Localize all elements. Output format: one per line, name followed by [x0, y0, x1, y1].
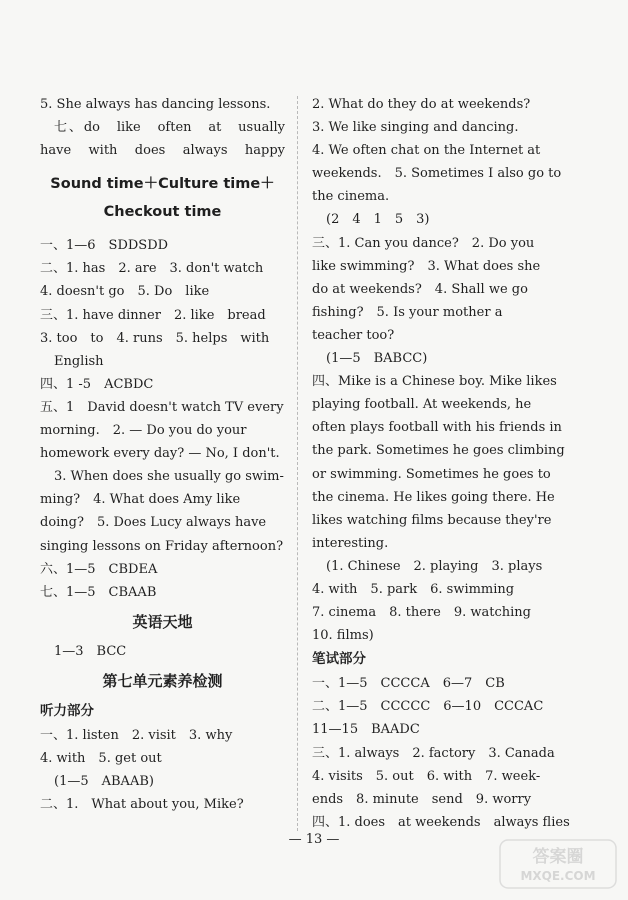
answer-line: interesting. — [312, 535, 389, 551]
answer-line: playing football. At weekends, he — [312, 397, 532, 413]
answer-line: (1—5 BABCC) — [326, 351, 428, 367]
sub-heading: 听力部分 — [40, 702, 94, 719]
answer-line: 四、1. does at weekends always flies — [312, 814, 570, 830]
answer-line: 六、1—5 CBDEA — [40, 561, 158, 577]
answer-line: 二、1. has 2. are 3. don't watch — [40, 261, 264, 277]
svg-text:MXQE.COM: MXQE.COM — [520, 869, 596, 883]
left-column — [40, 93, 285, 816]
answer-line: 5. She always has dancing lessons. — [40, 97, 271, 112]
answer-line: 4. visits 5. out 6. with 7. week- — [312, 768, 541, 784]
answer-line: 2. What do they do at weekends? — [312, 97, 531, 112]
section-heading: 第七单元素养检测 — [102, 671, 223, 690]
sub-heading: 笔试部分 — [312, 651, 366, 668]
answer-line: ends 8. minute send 9. worry — [312, 791, 532, 807]
section-heading: Sound time＋Culture time＋ — [50, 176, 275, 193]
answer-line: 3. When does she usually go swim- — [54, 469, 284, 485]
column-divider — [297, 96, 298, 831]
answer-line: 四、1 -5 ACBDC — [40, 376, 154, 392]
answer-line: ming? 4. What does Amy like — [40, 492, 241, 508]
answer-line: 1—3 BCC — [54, 643, 127, 659]
answer-line: the cinema. He likes going there. He — [312, 489, 555, 505]
watermark-icon — [498, 836, 618, 892]
answer-line: 10. films) — [312, 628, 374, 644]
answer-line: 三、1. always 2. factory 3. Canada — [312, 745, 555, 761]
answer-line: singing lessons on Friday afternoon? — [40, 538, 284, 554]
answer-line: morning. 2. — Do you do your — [40, 423, 247, 439]
answer-line: English — [54, 353, 104, 369]
answer-line: often plays football with his friends in — [312, 420, 562, 436]
answer-line: homework every day? — No, I don't. — [40, 446, 280, 462]
page-number: — 13 — — [288, 832, 340, 847]
answer-line: likes watching films because they're — [312, 512, 552, 528]
answer-line: 七、1—5 CBAAB — [40, 584, 157, 600]
section-heading: 英语天地 — [132, 612, 193, 631]
answer-line: 3. too to 4. runs 5. helps with — [40, 330, 270, 346]
answer-line: have with does always happy — [40, 143, 285, 159]
answer-line: doing? 5. Does Lucy always have — [40, 515, 267, 531]
answer-line: 一、1. listen 2. visit 3. why — [40, 727, 233, 743]
answer-line: teacher too? — [312, 327, 395, 343]
answer-line: 一、1—5 CCCCA 6—7 CB — [312, 676, 505, 692]
answer-line: fishing? 5. Is your mother a — [312, 304, 503, 320]
answer-line: 7. cinema 8. there 9. watching — [312, 605, 531, 621]
watermark-logo — [498, 836, 618, 892]
answer-line: the cinema. — [312, 189, 390, 205]
answer-line: 4. We often chat on the Internet at — [312, 143, 541, 159]
answer-line: 4. doesn't go 5. Do like — [40, 284, 210, 300]
answer-line: 11—15 BAADC — [312, 722, 420, 738]
answer-line: 4. with 5. park 6. swimming — [312, 581, 515, 597]
right-column — [312, 93, 570, 834]
answer-line: weekends. 5. Sometimes I also go to — [312, 166, 562, 182]
answer-line: 三、1. Can you dance? 2. Do you — [312, 235, 535, 251]
answer-line: 三、1. have dinner 2. like bread — [40, 307, 266, 323]
answer-line: 4. with 5. get out — [40, 750, 162, 766]
answer-line: or swimming. Sometimes he goes to — [312, 466, 551, 482]
answer-line: 3. We like singing and dancing. — [312, 120, 519, 136]
answer-line: 二、1—5 CCCCC 6—10 CCCAC — [312, 699, 544, 715]
answer-line: (1. Chinese 2. playing 3. plays — [326, 558, 543, 574]
answer-line: 四、Mike is a Chinese boy. Mike likes — [312, 374, 557, 390]
answer-line: 一、1—6 SDDSDD — [40, 238, 169, 254]
answer-line: like swimming? 3. What does she — [312, 258, 541, 274]
section-heading: Checkout time — [103, 204, 222, 221]
answer-line: 五、1 David doesn't watch TV every — [40, 399, 284, 415]
svg-text:答案圈: 答案圈 — [532, 847, 584, 867]
answer-line: do at weekends? 4. Shall we go — [312, 281, 528, 297]
answer-line: (1—5 ABAAB) — [54, 774, 154, 790]
answer-line: (2 4 1 5 3) — [326, 212, 430, 228]
answer-line: 七、do like often at usually — [54, 120, 285, 136]
answer-line: the park. Sometimes he goes climbing — [312, 443, 565, 459]
answer-line: 二、1. What about you, Mike? — [40, 797, 244, 813]
